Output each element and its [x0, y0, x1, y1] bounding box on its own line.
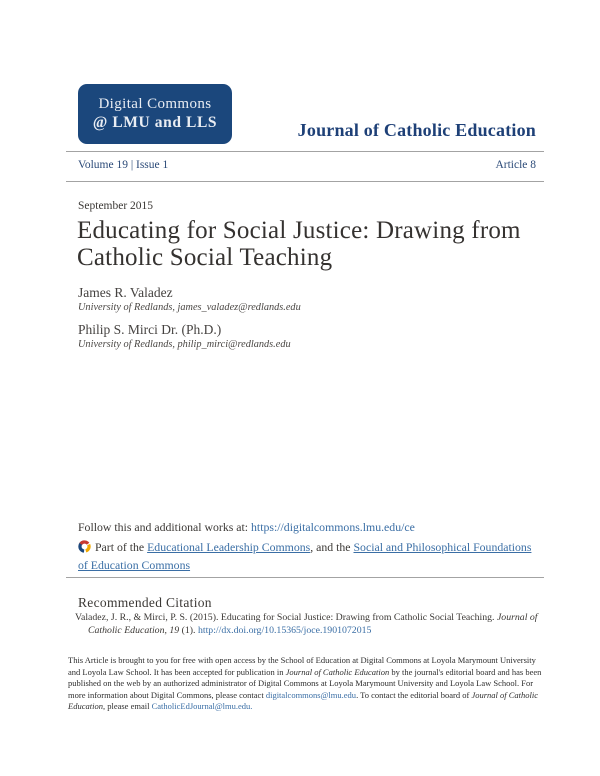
logo-text-line2: @ LMU and LLS: [92, 113, 218, 131]
footnote-journal2: Journal of Catholic Education: [68, 689, 539, 712]
part-of-middle: , and the: [310, 540, 354, 554]
publication-date: September 2015: [78, 200, 154, 212]
author-affiliation: University of Redlands, james_valadez@redlands.edu: [78, 302, 301, 314]
follow-prefix: Follow this and additional works at:: [78, 520, 252, 534]
footnote-part1: This Article is brought to you for free with open access by the School of Education at Digital Commons at Loyola Marymount University and Loyola Law School. It has been accepted for publication in: [68, 655, 536, 677]
editorial-board-email-link[interactable]: CatholicEdJournal@lmu.edu.: [151, 701, 253, 712]
divider-above-citation: [66, 577, 544, 578]
citation-after: (1).: [179, 624, 198, 636]
doi-link[interactable]: http://dx.doi.org/10.15365/joce.1901072015: [197, 624, 372, 636]
part-of-line: [78, 540, 540, 574]
journal-title: Journal of Catholic Education: [297, 120, 536, 140]
divider-under-volume: [66, 181, 544, 182]
author-block: [78, 322, 538, 352]
part-of-prefix: Part of the: [95, 540, 148, 554]
digital-commons-logo: [78, 84, 232, 144]
logo-text-line1: Digital Commons: [98, 96, 212, 113]
divider-top: [66, 151, 544, 152]
article-title-line2: Catholic Social Teaching: [77, 244, 333, 271]
follow-section: [78, 520, 540, 574]
digitalcommons-email-link[interactable]: digitalcommons@lmu.edu: [265, 689, 357, 700]
author-affiliation: University of Redlands, philip_mirci@redlands.edu: [78, 339, 291, 351]
article-title: [77, 217, 562, 271]
footnote-part3: . To contact the editorial board of: [356, 689, 472, 700]
citation-before: Valadez, J. R., & Mirci, P. S. (2015). Educating for Social Justice: Drawing from Catholic Social Teaching.: [75, 612, 497, 623]
follow-line: [78, 520, 540, 535]
commons-link-social-philosophical[interactable]: Social and Philosophical Foundations of Education Commons: [78, 540, 532, 572]
author-block: [78, 285, 538, 315]
author-name: Philip S. Mirci Dr. (Ph.D.): [78, 322, 222, 337]
footnote-part2: by the journal's editorial board and has been published on the web by an authorized administrator of Digital Commons at Loyola Marymount University and Loyola Law School. For more information about Digital Commons, please contact: [68, 666, 542, 700]
network-icon: [78, 540, 91, 558]
citation-journal-italic: Journal of Catholic Education, 19: [88, 612, 538, 636]
volume-issue-label: Volume 19 | Issue 1: [78, 159, 169, 171]
commons-link-educational-leadership[interactable]: Educational Leadership Commons: [147, 540, 311, 554]
repository-url-link[interactable]: https://digitalcommons.lmu.edu/ce: [251, 520, 415, 534]
footnote-text: [68, 655, 544, 713]
author-name: James R. Valadez: [78, 285, 173, 300]
recommended-citation-heading: Recommended Citation: [78, 595, 212, 610]
volume-article-row: [78, 159, 536, 171]
article-number-label: Article 8: [495, 159, 536, 171]
footnote-part4: , please email: [102, 701, 152, 712]
citation-text: [75, 612, 556, 637]
article-title-line1: Educating for Social Justice: Drawing from: [77, 217, 521, 244]
footnote-journal1: Journal of Catholic Education: [285, 666, 390, 677]
